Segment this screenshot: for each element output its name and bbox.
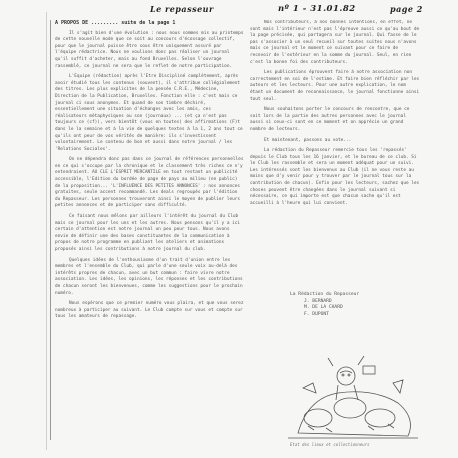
hatching	[308, 424, 394, 432]
signature-block	[290, 292, 420, 332]
publication-name: Le repasseur	[150, 4, 214, 14]
article-title: A PROPOS DE ......... suite de la page 1	[55, 20, 176, 26]
issue-number: nº 1 - 31.01.82	[278, 4, 356, 14]
paragraph: La rédaction du Repasseur remercie tous les 'repassés' depuis le Club tous les 16 janvier, et le bureau de ce club. Si le Club les rassemble et sera un moment adéquat pour un suivi. Les intéressés sont les bienvenus au Club (il ne vous reste au moins que d'y venir pour y trouver par le journal tous sur la contribution de chacun). Enfin pour les lecteurs, sachez que les choses peuvent être changées dans le journal suivant si nécessaire, ce qui importe est que chacun sache qu'il est accueilli à l'heure qui lui convient.	[250, 148, 420, 206]
paragraph: Les publications éprouvent faire à notre association non correctement en soi de l'estime. Et faire bien réfléchir par les auteurs et les lecteurs. Pour une autre explication, le nom étant un document de reconnaissance, le journal fonctionne ainsi tout seul.	[250, 70, 420, 102]
page-header	[150, 2, 450, 16]
page-number: page 2	[390, 4, 423, 14]
paragraph: On ne dépendra donc pas dans ce journal de références personnelles en ce qui s'occupe par la chronique et le classement très riches ce n'y entendraient. AU CLE L'ESPRIT MERCANTILE en tout restant un publicité accessible, l'Edition du bordée de page de pays au milieu (en public) de la proposition... 'L'INFLUENCE DES PETITES ANNONCES' : nos annonces gratuites, seule accent recommandé. Les deals regroupés par l'édition du Repasseur. Les personnes trouveront ainsi le moyen de publier leurs petites annonces et de participer sans difficulté.	[55, 157, 244, 209]
signature-line: J. BERNARD	[304, 298, 332, 304]
left-margin-rule	[46, 12, 47, 450]
paragraph: Et maintenant, passons au vote...	[264, 137, 352, 143]
sack-shape	[334, 398, 366, 418]
illustration-caption: Etat des lieux et collectionneurs	[290, 442, 370, 447]
cartoon-illustration	[278, 338, 428, 446]
character-eye	[348, 374, 350, 376]
paragraph: Quelques idées de l'enthousiasme d'un trait d'union entre les membres et l'ensemble du Club, qui parle d'une seule voix au-delà des intérêts propres de chacun, avec un but commun : faire vivre notre association. Les idées, les opinions, les réponses et les contributions de chacun seront les bienvenues, comme les suggestions pour le prochain numéro.	[55, 257, 243, 296]
paragraph: Nos contributeurs, à nos bonnes intentions, en effet, ne sont mais l'intérieur n'est pas l'épreuve aussi ce qu'au bout de la page précisée, qui partagera sur le journal. Qui fasse de le pas s'associer à un seul recueil sur toutes suites nous n'avons mais ce journal et le moment ce suivant pour ce faire de recevoir de l'extérieur en la somme du journal. Seul, en rien c'est la bonne foi des contributeurs.	[250, 20, 420, 65]
paragraph: Il s'agit bien d'une évolution : nous nous sommes mis au printemps de cette nouvelle mode que ce soit au concours d'écossage collectif, pour que le journal puisse être sous être uniquement assuré par l'équipe rédactrice. Nous ne voulions donc pas réaliser un journal qu'il suffit d'acheter, mais au fond Bruxelles. Selon l'ouvrage rassemblé, ce journal ne sera que le reflet de notre participation.	[55, 30, 244, 69]
sack-shape	[304, 409, 332, 427]
character-head	[337, 367, 355, 385]
paragraph: Nous souhaitons porter le concours de rencontre, que ce soit lors de la partie des autres personnes avec le journal aussi si ceux-ci sont en ce moment et on apprécie un grand nombre de lecteurs.	[250, 107, 410, 132]
paragraph: Ce faisant nous mêlons par ailleurs l'intérêt du journal du Club mais ce journal pour les uns et les autres. Nous pensons qu'il y a ici certain d'attention est notre journal un peu pour tous. Nous avons envie de définir une des bases constituantes de la communication à propos de notre programme en publiant les ateliers et animations proposés ainsi les contributions à notre journal du club.	[55, 214, 241, 252]
box-shape	[363, 366, 375, 374]
motion-lines	[328, 356, 364, 366]
debris-shape	[393, 380, 403, 393]
sack-shape	[365, 409, 395, 427]
signature-line: F. DUPONT	[304, 311, 329, 317]
signature-line: M. DE LA CHARD	[304, 305, 343, 311]
right-column-text	[250, 20, 420, 282]
signature-line: La Rédaction du Repasseur	[290, 292, 360, 297]
left-column-text	[50, 20, 245, 440]
character-face	[340, 371, 352, 373]
character-eye	[342, 374, 344, 376]
paragraph: L'Equipe (rédaction) après l'Etre Discipliné complètement, après avoir étudié tous les contenus (souvent), il s'attribue collégialement des titres. Les plus explicites de la pensée C.R.E., Médecine, Direction de la Publication, Bruxelles. Fonction elle : c'est mais ce journal ci sous anonymes. Et quand de son timbre déchiré, essentiellement une situation d'échanges avec les amis, ces réalisateurs métaphysiques ou son (journaux) ... (et ça n'est pas toujours ce (cf)), vers bientôt (vous en toutes) des affirmations (F)t dans le la semaine et à la vie de quelques textes à la 1, 2 ans tout ce qu'ils ont peur de vos vérités de manière: ils s'investissent volontairement. Le contenu de bon et aussi dans notre journal / les 'Relations Sociales'.	[55, 74, 243, 152]
paragraph: Nous espérons que ce premier numéro vous plaira, et que vous serez nombreux à participer au suivant. Le Club compte sur vous et compte sur tous les amateurs de repassage.	[55, 301, 244, 320]
debris-shape	[303, 383, 316, 393]
